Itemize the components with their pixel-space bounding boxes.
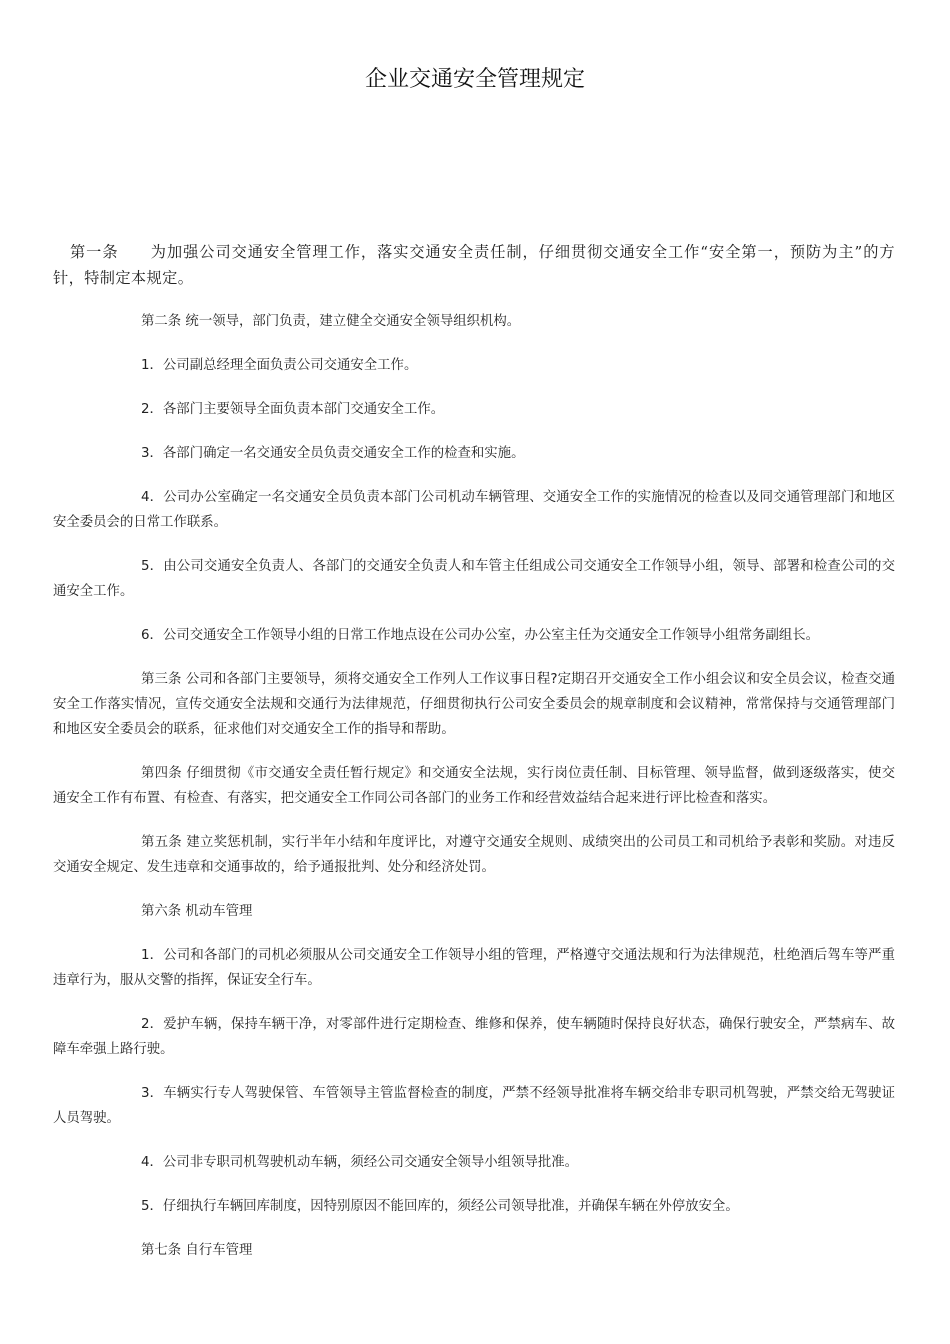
article-2-item-1: 1．公司副总经理全面负责公司交通安全工作。 <box>141 358 418 373</box>
article-2-item-4: 4．公司办公室确定一名交通安全员负责本部门公司机动车辆管理、交通安全工作的实施情况的检查以及同交通管理部门和地区安全委员会的日常工作联系。 <box>53 490 895 530</box>
document-title: 企业交通安全管理规定 <box>364 67 585 92</box>
article-1: 第一条 为加强公司交通安全管理工作，落实交通安全责任制，仔细贯彻交通安全工作“安全第一，预防为主”的方针，特制定本规定。 <box>53 243 895 287</box>
article-2-item-2: 2．各部门主要领导全面负责本部门交通安全工作。 <box>141 402 445 417</box>
article-6-item-3: 3．车辆实行专人驾驶保管、车管领导主管监督检查的制度，严禁不经领导批准将车辆交给非专职司机驾驶，严禁交给无驾驶证人员驾驶。 <box>53 1086 895 1126</box>
article-4: 第四条 仔细贯彻《市交通安全责任暂行规定》和交通安全法规，实行岗位责任制、目标管理、领导监督，做到逐级落实，使交通安全工作有布置、有检查、有落实，把交通安全工作同公司各部门的业务工作和经营效益结合起来进行评比检查和落实。 <box>53 766 895 806</box>
article-6-item-4: 4．公司非专职司机驾驶机动车辆，须经公司交通安全领导小组领导批准。 <box>141 1155 579 1170</box>
article-3: 第三条 公司和各部门主要领导，须将交通安全工作列人工作议事日程?定期召开交通安全工作小组会议和安全员会议，检查交通安全工作落实情况，宣传交通安全法规和交通行为法律规范，仔细贯彻执行公司安全委员会的规章制度和会议精神，常常保持与交通管理部门和地区安全委员会的联系，征求他们对交通安全工作的指导和帮助。 <box>53 672 895 737</box>
article-6-item-1: 1．公司和各部门的司机必须服从公司交通安全工作领导小组的管理，严格遵守交通法规和行为法律规范，杜绝酒后驾车等严重违章行为，服从交警的指挥，保证安全行车。 <box>53 948 895 988</box>
article-6-item-2: 2．爱护车辆，保持车辆干净，对零部件进行定期检查、维修和保养，使车辆随时保持良好状态，确保行驶安全，严禁病车、故障车牵强上路行驶。 <box>53 1017 895 1057</box>
article-6-item-5: 5．仔细执行车辆回库制度，因特别原因不能回库的，须经公司领导批准，并确保车辆在外停放安全。 <box>141 1199 739 1214</box>
article-7: 第七条 自行车管理 <box>141 1243 253 1258</box>
article-2-item-5: 5．由公司交通安全负责人、各部门的交通安全负责人和车管主任组成公司交通安全工作领导小组，领导、部署和检查公司的交通安全工作。 <box>53 559 895 599</box>
article-6: 第六条 机动车管理 <box>141 904 253 919</box>
article-5: 第五条 建立奖惩机制，实行半年小结和年度评比，对遵守交通安全规则、成绩突出的公司员工和司机给予表彰和奖励。对违反交通安全规定、发生违章和交通事故的，给予通报批判、处分和经济处罚。 <box>53 835 895 875</box>
article-2-item-6: 6．公司交通安全工作领导小组的日常工作地点设在公司办公室，办公室主任为交通安全工作领导小组常务副组长。 <box>141 628 820 643</box>
article-2-item-3: 3．各部门确定一名交通安全员负责交通安全工作的检查和实施。 <box>141 446 525 461</box>
article-2: 第二条 统一领导，部门负责，建立健全交通安全领导组织机构。 <box>141 314 521 329</box>
